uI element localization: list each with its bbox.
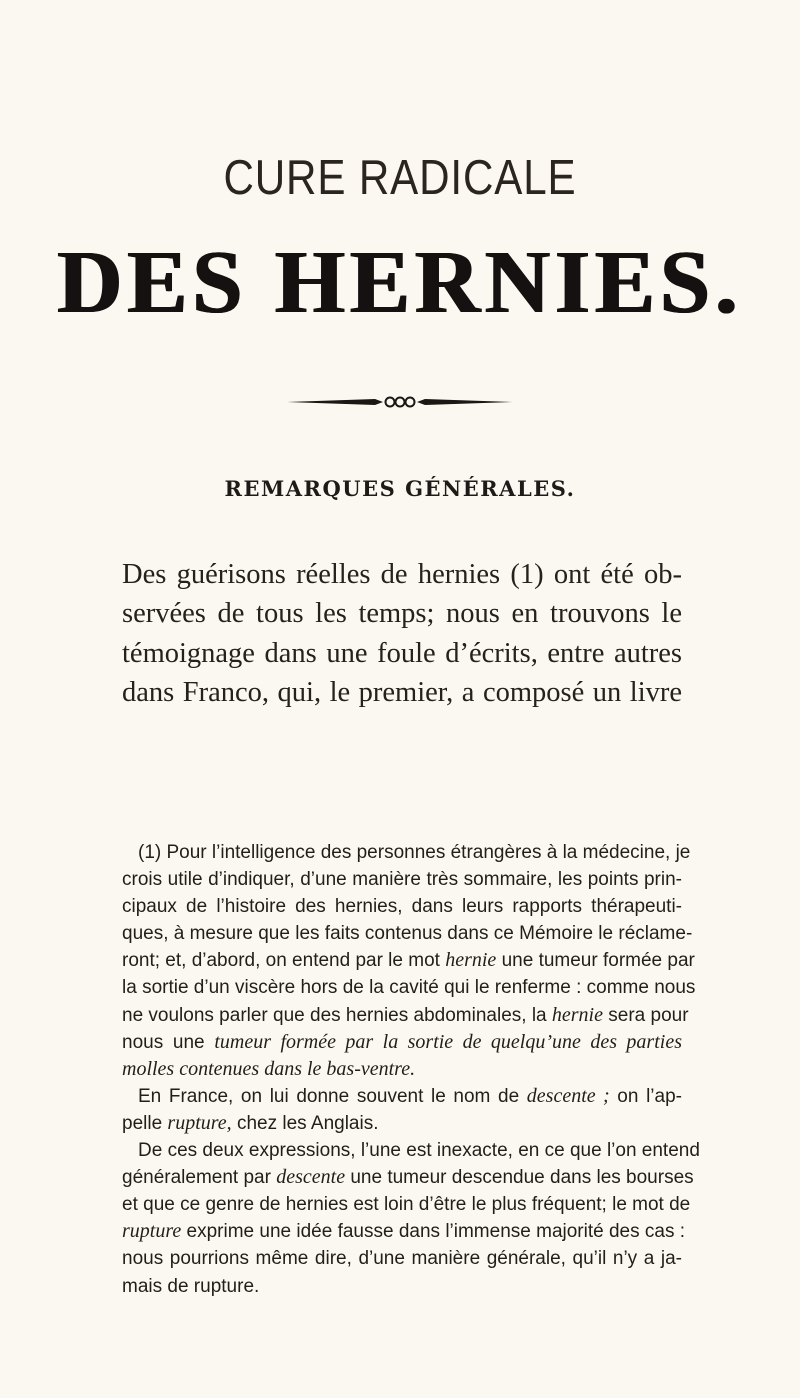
footnote-text: sera pour [602,1004,689,1026]
footnote-line: De ces deux expressions, l’une est inexacte, en ce que l’on entend [138,1140,700,1162]
footnote-line: cipaux de l’histoire des hernies, dans leurs rapports thérapeuti- [122,896,682,918]
paragraph-line: servées de tous les temps; nous en trouvons le [122,598,682,630]
footnote-line [122,1164,694,1191]
footnote-text: une tumeur descendue dans les bourses [345,1167,694,1189]
footnote-text: on l’ap- [609,1085,682,1107]
footnote-line: et que ce genre de hernies est loin d’être le plus fréquent; le mot de [122,1194,691,1216]
title-line-2: DES HERNIES. [57,233,743,332]
title-line-1: CURE RADICALE [223,151,577,205]
footnote-line: la sortie d’un viscère hors de la cavité qui le renferme : comme nous [122,977,696,999]
footnote-line [122,947,695,974]
footnote-italic: descente ; [526,1084,610,1107]
footnote-line: (1) Pour l’intelligence des personnes étrangères à la médecine, je [138,842,691,863]
footnote-text: une tumeur formée par [496,950,695,972]
footnote-italic: rupture, [167,1111,232,1134]
footnote-line [122,1110,682,1137]
footnote [122,839,700,1300]
footnote-text: ne voulons parler que des hernies abdominales, la [122,1004,552,1026]
footnote-line [122,1083,682,1110]
footnote-text: nous une [122,1031,215,1053]
footnote-text: pelle [122,1112,168,1134]
decorative-rule-ornament-icon [287,394,513,410]
footnote-text: ront; et, d’abord, on entend par le mot [122,950,446,972]
paragraph-line: témoignage dans une foule d’écrits, entre autres [122,637,682,669]
footnote-italic: molles contenues dans le bas-ventre. [122,1057,416,1080]
paragraph-line: Des guérisons réelles de hernies (1) ont été ob- [122,559,682,590]
footnote-line [122,1029,682,1056]
footnote-italic: rupture [122,1220,182,1243]
footnote-line: mais de rupture. [122,1275,260,1297]
paragraph-line: dans Franco, qui, le premier, a composé un livre [122,676,682,708]
footnote-line: ques, à mesure que les faits contenus dans ce Mémoire le réclame- [122,923,693,945]
footnote-line [122,1218,686,1245]
footnote-text: généralement par [122,1167,277,1189]
footnote-italic: hernie [445,949,497,972]
section-heading: REMARQUES GÉNÉRALES. [224,476,576,501]
footnote-italic: descente [276,1166,346,1189]
footnote-text: exprime une idée fausse dans l’immense majorité des cas : [181,1221,686,1243]
footnote-text: chez les Anglais. [231,1112,379,1134]
footnote-text: En France, on lui donne souvent le nom de [138,1085,527,1107]
footnote-line: crois utile d’indiquer, d’une manière très sommaire, les points prin- [122,869,682,891]
footnote-italic: tumeur formée par la sortie de quelqu’une des parties [214,1030,682,1053]
footnote-italic: hernie [551,1003,603,1026]
footnote-line: nous pourrions même dire, d’une manière générale, qu’il n’y a ja- [122,1248,682,1270]
footnote-line [122,1002,689,1029]
main-paragraph [122,555,682,712]
footnote-line [122,1056,682,1083]
